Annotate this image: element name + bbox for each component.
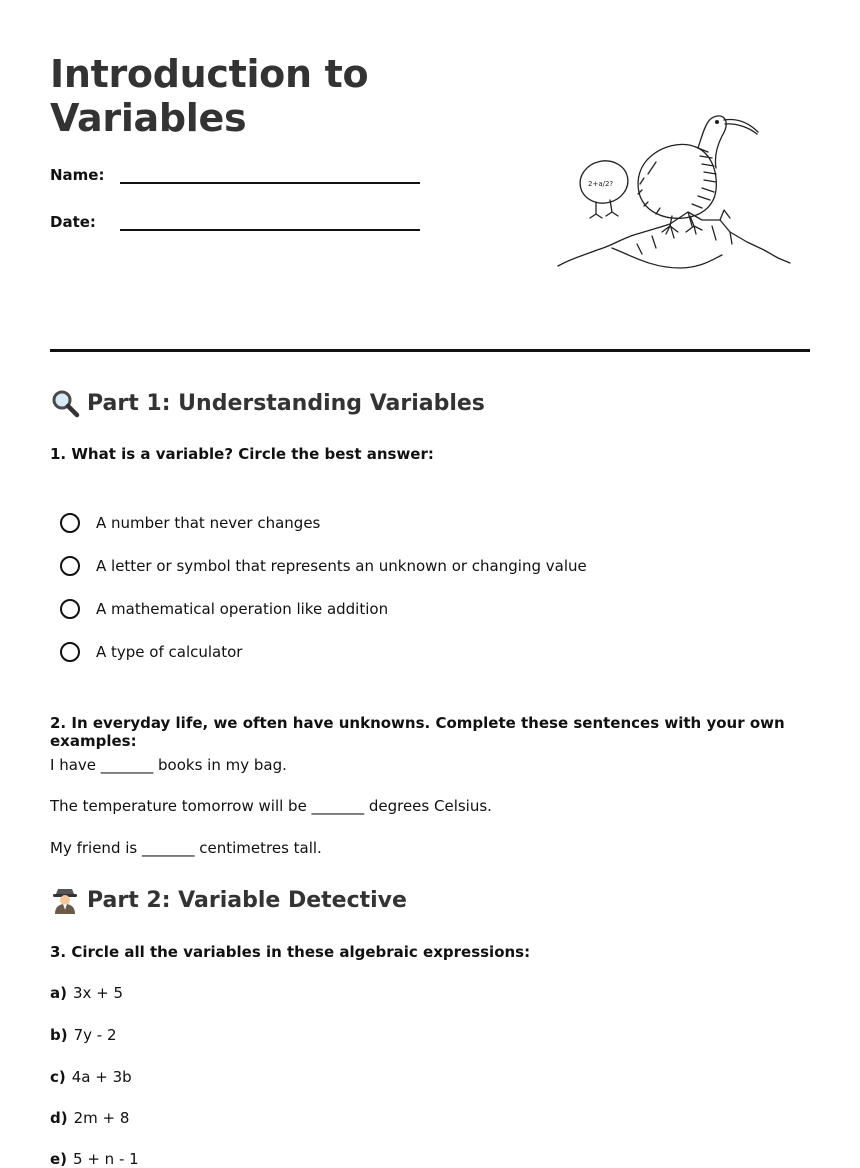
part1-heading xyxy=(50,388,485,418)
q3-item-e-label: e) xyxy=(50,1150,68,1168)
q3-item-e xyxy=(50,1150,139,1168)
title-line-1: Introduction to xyxy=(50,52,369,96)
q1-option-2-text: A letter or symbol that represents an unknown or changing value xyxy=(96,557,587,575)
q3-item-c xyxy=(50,1068,132,1086)
q1-option-4-text: A type of calculator xyxy=(96,643,243,661)
q3-item-c-expr: 4a + 3b xyxy=(71,1068,132,1086)
radio-circle[interactable] xyxy=(60,642,80,662)
q3-item-d-expr: 2m + 8 xyxy=(73,1109,130,1127)
q3-item-b xyxy=(50,1026,117,1044)
question-3-prompt: 3. Circle all the variables in these algebraic expressions: xyxy=(50,943,531,961)
q2-sentence-3: My friend is _______ centimetres tall. xyxy=(50,839,322,857)
q2-sentence-1: I have _______ books in my bag. xyxy=(50,756,287,774)
detective-icon xyxy=(50,885,80,915)
q3-item-a-label: a) xyxy=(50,984,67,1002)
q3-item-b-expr: 7y - 2 xyxy=(73,1026,117,1044)
name-field-row xyxy=(50,166,420,196)
radio-circle[interactable] xyxy=(60,513,80,533)
q1-option-2[interactable] xyxy=(60,553,587,579)
date-line[interactable] xyxy=(120,229,420,231)
magnifying-glass-icon xyxy=(50,388,80,418)
part2-heading xyxy=(50,885,407,915)
part2-heading-text: Part 2: Variable Detective xyxy=(87,887,407,913)
q3-item-c-label: c) xyxy=(50,1068,66,1086)
date-label: Date: xyxy=(50,213,96,231)
q3-item-b-label: b) xyxy=(50,1026,68,1044)
q3-item-d xyxy=(50,1109,129,1127)
radio-circle[interactable] xyxy=(60,599,80,619)
q1-option-3[interactable] xyxy=(60,596,388,622)
kiwi-illustration xyxy=(552,108,797,276)
q3-item-d-label: d) xyxy=(50,1109,68,1127)
name-line[interactable] xyxy=(120,182,420,184)
q1-option-1-text: A number that never changes xyxy=(96,514,321,532)
q3-item-a-expr: 3x + 5 xyxy=(72,984,124,1002)
kiwi-speech-text: 2+a/2? xyxy=(588,180,614,188)
q3-item-e-expr: 5 + n - 1 xyxy=(73,1150,139,1168)
worksheet-title xyxy=(50,52,368,140)
q2-sentence-2: The temperature tomorrow will be _______ degrees Celsius. xyxy=(50,797,492,815)
date-field-row xyxy=(50,213,420,243)
question-1-prompt: 1. What is a variable? Circle the best answer: xyxy=(50,445,434,463)
title-line-2: Variables xyxy=(50,96,247,140)
radio-circle[interactable] xyxy=(60,556,80,576)
part1-heading-text: Part 1: Understanding Variables xyxy=(87,390,485,416)
q1-option-3-text: A mathematical operation like addition xyxy=(96,600,389,618)
q3-item-a xyxy=(50,984,123,1002)
q1-option-1[interactable] xyxy=(60,510,320,536)
section-divider xyxy=(50,349,810,352)
question-2-prompt: 2. In everyday life, we often have unknowns. Complete these sentences with your own examples: xyxy=(50,714,785,750)
q1-option-4[interactable] xyxy=(60,639,242,665)
name-label: Name: xyxy=(50,166,105,184)
